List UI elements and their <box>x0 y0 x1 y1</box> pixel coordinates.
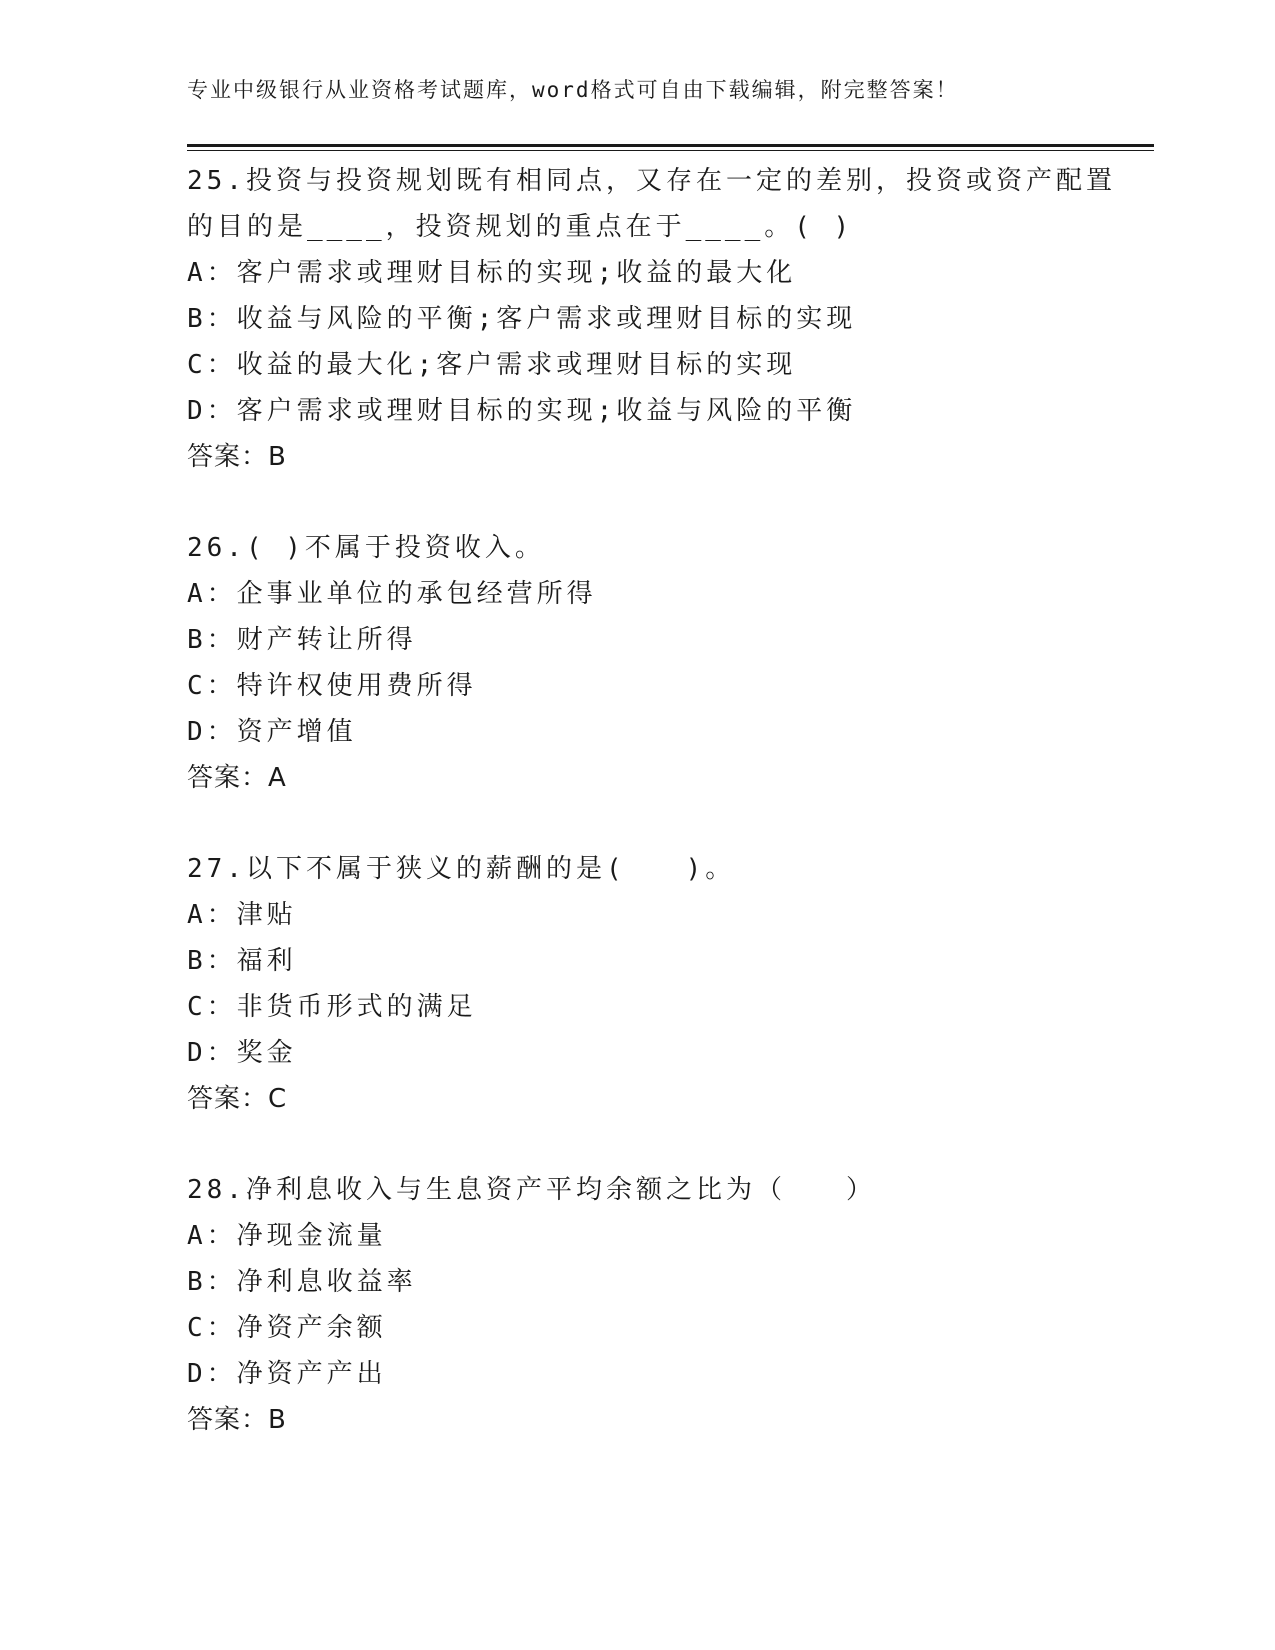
question-stem: 26.( )不属于投资收入。 <box>187 533 545 563</box>
option-a: A：客户需求或理财目标的实现;收益的最大化 <box>187 258 797 288</box>
question-stem: 25.投资与投资规划既有相同点，又存在一定的差别，投资或资产配置 <box>187 166 1116 196</box>
answer: 答案：B <box>187 1405 287 1435</box>
option-c: C：净资产余额 <box>187 1313 387 1343</box>
question-stem: 28.净利息收入与生息资产平均余额之比为（ ） <box>187 1175 876 1205</box>
option-b: B：收益与风险的平衡;客户需求或理财目标的实现 <box>187 304 857 334</box>
header-divider-thin <box>187 150 1154 151</box>
option-c: C：收益的最大化;客户需求或理财目标的实现 <box>187 350 797 380</box>
header-divider-thick <box>187 144 1154 147</box>
page-header: 专业中级银行从业资格考试题库，word格式可自由下载编辑，附完整答案！ <box>187 78 959 102</box>
option-a: A：津贴 <box>187 900 297 930</box>
question-28 <box>187 1167 1147 1443</box>
option-d: D：客户需求或理财目标的实现;收益与风险的平衡 <box>187 396 857 426</box>
question-list <box>187 158 1147 1488</box>
question-26 <box>187 525 1147 801</box>
option-b: B：财产转让所得 <box>187 625 417 655</box>
option-d: D：资产增值 <box>187 717 357 747</box>
option-a: A：企事业单位的承包经营所得 <box>187 579 597 609</box>
option-a: A：净现金流量 <box>187 1221 387 1251</box>
answer: 答案：C <box>187 1084 288 1114</box>
answer: 答案：B <box>187 442 287 472</box>
option-b: B：福利 <box>187 946 297 976</box>
question-27 <box>187 846 1147 1122</box>
answer: 答案：A <box>187 763 287 793</box>
question-25 <box>187 158 1147 480</box>
question-stem: 的目的是____，投资规划的重点在于____。( ) <box>187 212 854 242</box>
question-stem: 27.以下不属于狭义的薪酬的是( )。 <box>187 854 736 884</box>
option-d: D：奖金 <box>187 1038 297 1068</box>
option-d: D：净资产产出 <box>187 1359 387 1389</box>
option-c: C：非货币形式的满足 <box>187 992 477 1022</box>
option-c: C：特许权使用费所得 <box>187 671 477 701</box>
option-b: B：净利息收益率 <box>187 1267 417 1297</box>
